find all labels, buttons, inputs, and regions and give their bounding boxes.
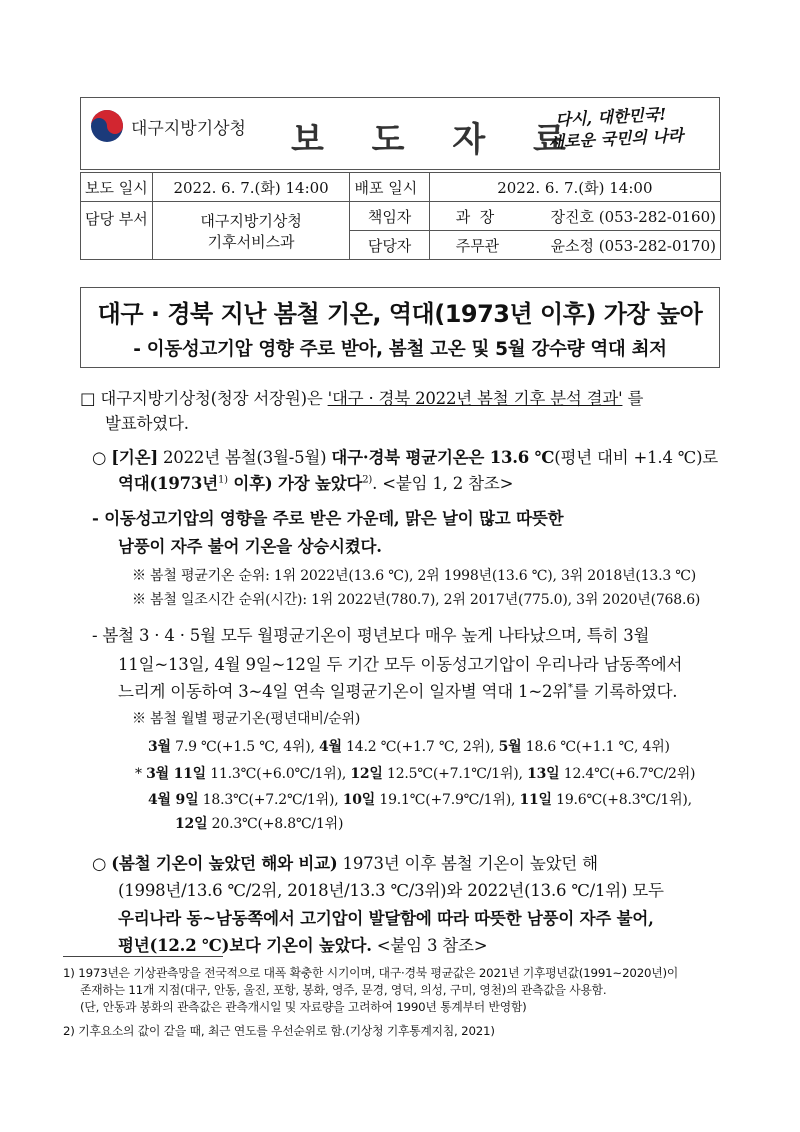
text-segment: 13일 <box>527 766 560 782</box>
body-line <box>132 565 696 585</box>
text-segment: 4월 9일 <box>148 792 199 808</box>
body-line <box>148 736 670 756</box>
text-segment: 11일~13일, 4월 9일~12일 두 기간 모두 이동성고기압이 우리나라 남동쪽에서 <box>118 655 683 674</box>
distribution-date-label: 배포 일시 <box>350 173 429 202</box>
release-date-value: 2022. 6. 7.(화) 14:00 <box>152 173 350 202</box>
text-segment: 를 <box>622 389 644 408</box>
text-segment: 를 기록하였다. <box>572 682 678 701</box>
body-line <box>92 850 598 874</box>
body-line <box>132 708 360 728</box>
text-segment: ※ 봄철 월별 평균기온(평년대비/순위) <box>132 711 361 727</box>
body-line <box>92 505 563 529</box>
text-segment: 20.3℃(+8.8℃/1위) <box>207 816 344 832</box>
body-line <box>148 789 692 809</box>
text-segment: (평년 대비 +1.4 ℃)로 <box>554 448 719 467</box>
text-segment: [기온] <box>111 448 158 467</box>
slogan-line-2: 새로운 국민의 나라 <box>548 125 684 152</box>
text-segment: (1998년/13.6 ℃/2위, 2018년/13.3 ℃/3위)와 2022년(13.6 ℃/1위) 모두 <box>118 881 664 900</box>
text-segment: □ 대구지방기상청(청장 서장원)은 <box>80 389 328 408</box>
department-label: 담당 부서 <box>81 202 153 260</box>
text-segment: 2022년 봄철(3월-5월) <box>157 448 332 467</box>
text-segment: 11.3℃(+6.0℃/1위), <box>206 766 351 782</box>
text-segment: 18.6 ℃(+1.1 ℃, 4위) <box>521 739 670 755</box>
text-segment: ○ <box>92 448 112 467</box>
release-info-table <box>80 172 721 260</box>
taegeuk-logo-icon <box>89 108 125 144</box>
responsible-contact <box>429 202 720 231</box>
org-logo <box>89 108 246 144</box>
text-segment: 우리나라 동~남동쪽에서 고기압이 발달함에 따라 따뜻한 남풍이 자주 불어, <box>118 909 654 928</box>
text-segment: <붙임 3 참조> <box>371 936 488 955</box>
text-segment: 12.4℃(+6.7℃/2위) <box>559 766 696 782</box>
footnote-ref: 1) <box>217 474 228 486</box>
body-line <box>118 877 664 901</box>
text-segment: 이후) 가장 높았다 <box>227 474 363 493</box>
body-line <box>118 470 513 494</box>
text-segment: . <붙임 1, 2 참조> <box>372 474 514 493</box>
body-line <box>118 905 654 929</box>
body-line <box>105 410 189 434</box>
department-value <box>152 202 350 260</box>
headline-subtitle: - 이동성고기압 영향 주로 받아, 봄철 고온 및 5월 강수량 역대 최저 <box>133 339 667 360</box>
body-line <box>92 444 718 468</box>
text-segment: 12일 <box>350 766 383 782</box>
department-line-1: 대구지방기상청 <box>200 211 302 230</box>
text-segment: 12일 <box>175 816 208 832</box>
text-segment: 평년(12.2 ℃)보다 기온이 높았다. <box>118 936 372 955</box>
footnote-divider <box>63 956 223 957</box>
footnote: 존재하는 11개 지점(대구, 안동, 울진, 포항, 봉화, 영주, 문경, 영덕, 의성, 구미, 영천)의 관측값을 사용함. <box>80 983 607 997</box>
body-line <box>118 651 682 675</box>
org-name: 대구지방기상청 <box>131 118 246 139</box>
slogan-line-1: 다시, 대한민국! <box>554 104 667 130</box>
text-segment: 역대(1973년 <box>118 474 218 493</box>
footnote-ref: * <box>568 682 573 694</box>
text-segment: 18.3℃(+7.2℃/1위), <box>198 792 343 808</box>
department-line-2: 기후서비스과 <box>207 232 295 251</box>
text-segment: 4월 <box>318 739 342 755</box>
text-segment: 7.9 ℃(+1.5 ℃, 4위), <box>170 739 319 755</box>
text-segment: 19.1℃(+7.9℃/1위), <box>375 792 520 808</box>
text-segment: ※ 봄철 일조시간 순위(시간): 1위 2022년(780.7), 2위 2017년(775.0), 3위 2020년(768.6) <box>132 592 701 608</box>
text-segment: 3월 11일 <box>146 766 207 782</box>
text-segment: 1973년 이후 봄철 기온이 높았던 해 <box>337 854 598 873</box>
text-segment: 19.6℃(+8.3℃/1위), <box>551 792 692 808</box>
text-segment: 11일 <box>519 792 552 808</box>
release-date-label: 보도 일시 <box>81 173 153 202</box>
body-line <box>175 813 343 833</box>
footnote: 2) 기후요소의 값이 같을 때, 최근 연도를 우선순위로 함.(기상청 기후통계지침, 2021) <box>63 1024 495 1038</box>
body-line <box>135 763 695 783</box>
text-segment: - 이동성고기압의 영향을 주로 받은 가운데, 맑은 날이 많고 따뜻한 <box>92 509 564 528</box>
text-segment: '대구 · 경북 2022년 봄철 기후 분석 결과' <box>327 389 623 408</box>
staff-label: 담당자 <box>350 231 429 260</box>
body-line <box>118 932 487 956</box>
document-title: 보 도 자 료 <box>291 120 584 160</box>
responsible-label: 책임자 <box>350 202 429 231</box>
text-segment: 5월 <box>498 739 522 755</box>
staff-name-phone: 윤소정 (053-282-0170) <box>550 236 716 255</box>
text-segment: 12.5℃(+7.1℃/1위), <box>382 766 528 782</box>
text-segment: 발표하였다. <box>105 414 189 433</box>
footnote: (단, 안동과 봉화의 관측값은 관측개시일 및 자료량을 고려하여 1990년 통계부터 반영함) <box>80 1000 527 1014</box>
body-line <box>92 622 649 646</box>
text-segment: 3월 <box>148 739 171 755</box>
body-line <box>132 589 700 609</box>
body-line <box>118 678 677 702</box>
text-segment: 14.2 ℃(+1.7 ℃, 2위), <box>341 739 499 755</box>
headline-box <box>80 287 720 368</box>
text-segment: * <box>135 766 147 782</box>
press-release-header <box>80 97 720 170</box>
text-segment: ※ 봄철 평균기온 순위: 1위 2022년(13.6 ℃), 2위 1998년(13.6 ℃), 3위 2018년(13.3 ℃) <box>132 568 697 584</box>
staff-title: 주무관 <box>455 236 500 255</box>
text-segment: 대구·경북 평균기온은 13.6 ℃ <box>331 448 555 467</box>
staff-contact <box>429 231 720 260</box>
text-segment: ○ <box>92 854 112 873</box>
responsible-name-phone: 장진호 (053-282-0160) <box>550 207 716 226</box>
responsible-title: 과 장 <box>455 207 495 226</box>
text-segment: 느리게 이동하여 3~4일 연속 일평균기온이 일자별 역대 1~2위 <box>118 682 569 701</box>
slogan <box>548 103 684 154</box>
text-segment: - 봄철 3 · 4 · 5월 모두 월평균기온이 평년보다 매우 높게 나타났으며, 특히 3월 <box>92 626 650 645</box>
body-line <box>118 533 382 557</box>
footnote: 1) 1973년은 기상관측망을 전국적으로 대폭 확충한 시기이며, 대구·경북 평균값은 2021년 기후평년값(1991~2020년)이 <box>63 966 679 980</box>
footnote-ref: 2) <box>362 474 373 486</box>
headline-title: 대구 · 경북 지난 봄철 기온, 역대(1973년 이후) 가장 높아 <box>97 300 703 328</box>
text-segment: (봄철 기온이 높았던 해와 비교) <box>111 854 338 873</box>
distribution-date-value: 2022. 6. 7.(화) 14:00 <box>429 173 720 202</box>
text-segment: 10일 <box>342 792 376 808</box>
body-line <box>80 385 643 409</box>
text-segment: 남풍이 자주 불어 기온을 상승시켰다. <box>118 537 382 556</box>
